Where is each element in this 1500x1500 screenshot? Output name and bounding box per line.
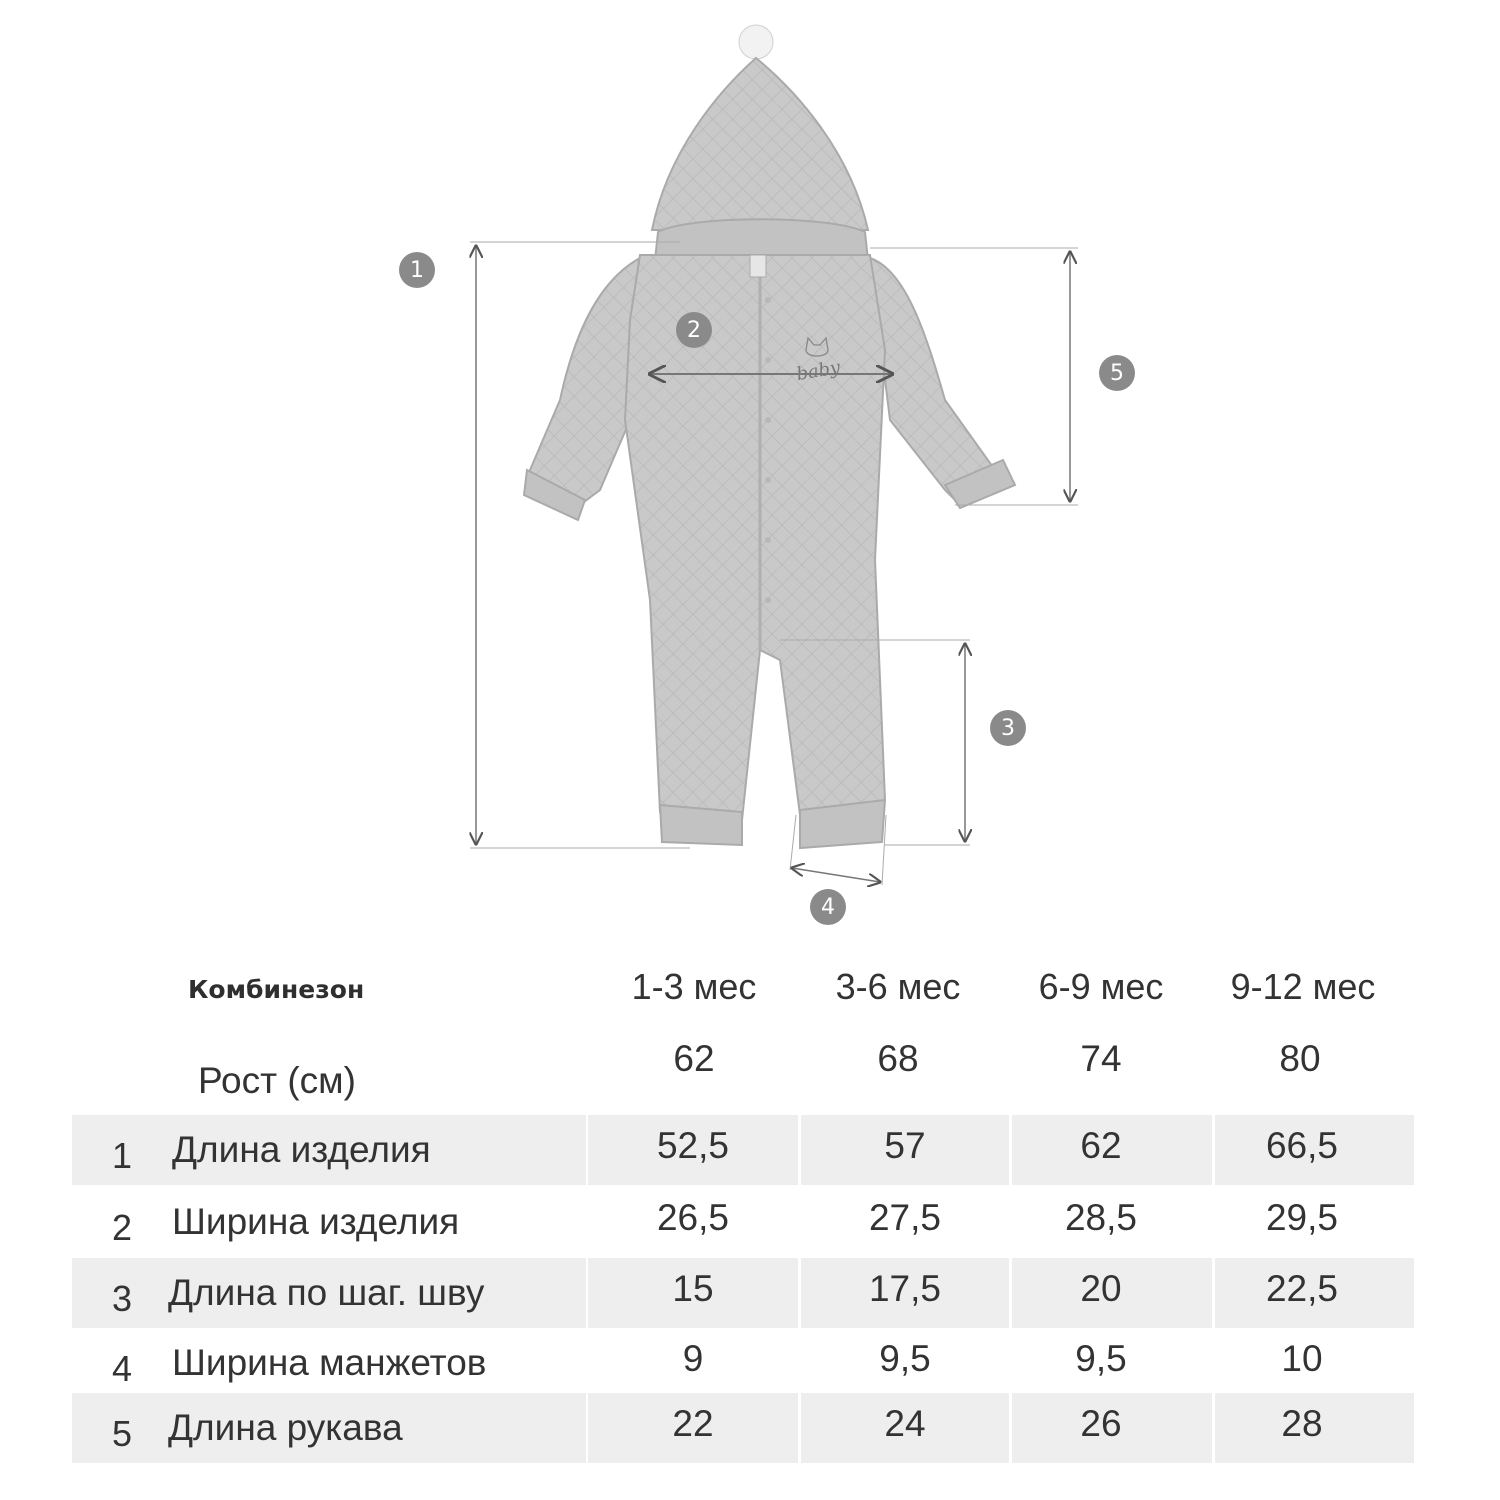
marker-5: 5 [1099,355,1135,391]
row-value: 10 [1281,1338,1323,1379]
height-value: 80 [1279,1038,1321,1079]
table-row [72,1115,1414,1185]
row-number: 3 [112,1278,133,1319]
row-number: 5 [112,1413,133,1454]
height-value: 74 [1080,1038,1122,1079]
size-header-1-3: 1-3 мес [631,966,757,1007]
row-value: 26 [1080,1403,1122,1444]
row-value: 26,5 [656,1197,729,1238]
row-value: 27,5 [868,1197,941,1238]
row-value: 24 [884,1403,926,1444]
hood [652,58,868,230]
size-header-3-6: 3-6 мес [835,966,961,1007]
table-row [72,1328,1414,1398]
marker-3: 3 [990,710,1026,746]
row-value: 62 [1080,1125,1122,1166]
left-leg-cuff [660,805,742,845]
garment-print-text: baby [794,356,842,386]
table-row [72,1393,1414,1463]
row-value: 28,5 [1064,1197,1137,1238]
pompom [739,25,773,59]
height-value: 62 [673,1038,715,1079]
height-label: Рост (см) [198,1060,356,1101]
size-header-6-9: 6-9 мес [1038,966,1164,1007]
height-value: 68 [877,1038,919,1079]
row-number: 1 [112,1135,133,1176]
row-label: Длина изделия [172,1129,431,1170]
row-value: 22,5 [1265,1268,1338,1309]
row-value: 28 [1281,1403,1323,1444]
table-row [72,1258,1414,1328]
row-value: 57 [884,1125,926,1166]
row-value: 9 [682,1338,704,1379]
row-label: Длина по шаг. шву [168,1272,485,1313]
row-value: 29,5 [1265,1197,1338,1238]
measure-line-4 [792,868,880,882]
row-value: 22 [672,1403,714,1444]
row-number: 2 [112,1207,133,1248]
row-label: Длина рукава [168,1407,403,1448]
row-value: 17,5 [868,1268,941,1309]
size-header-9-12: 9-12 мес [1230,966,1376,1007]
row-number: 4 [112,1348,133,1389]
row-value: 9,5 [1075,1338,1127,1379]
marker-4: 4 [810,889,846,925]
left-sleeve [528,258,640,505]
row-label: Ширина изделия [172,1201,460,1242]
jumpsuit-body [625,255,885,820]
row-value: 15 [672,1268,714,1309]
marker-1: 1 [399,252,435,288]
row-value: 66,5 [1265,1125,1338,1166]
table-row [72,1187,1414,1257]
row-value: 52,5 [656,1125,729,1166]
row-label: Ширина манжетов [172,1342,487,1383]
row-value: 9,5 [879,1338,931,1379]
right-sleeve [870,258,1000,505]
row-value: 20 [1080,1268,1122,1309]
marker-2: 2 [676,312,712,348]
product-title: Комбинезон [188,975,365,1004]
